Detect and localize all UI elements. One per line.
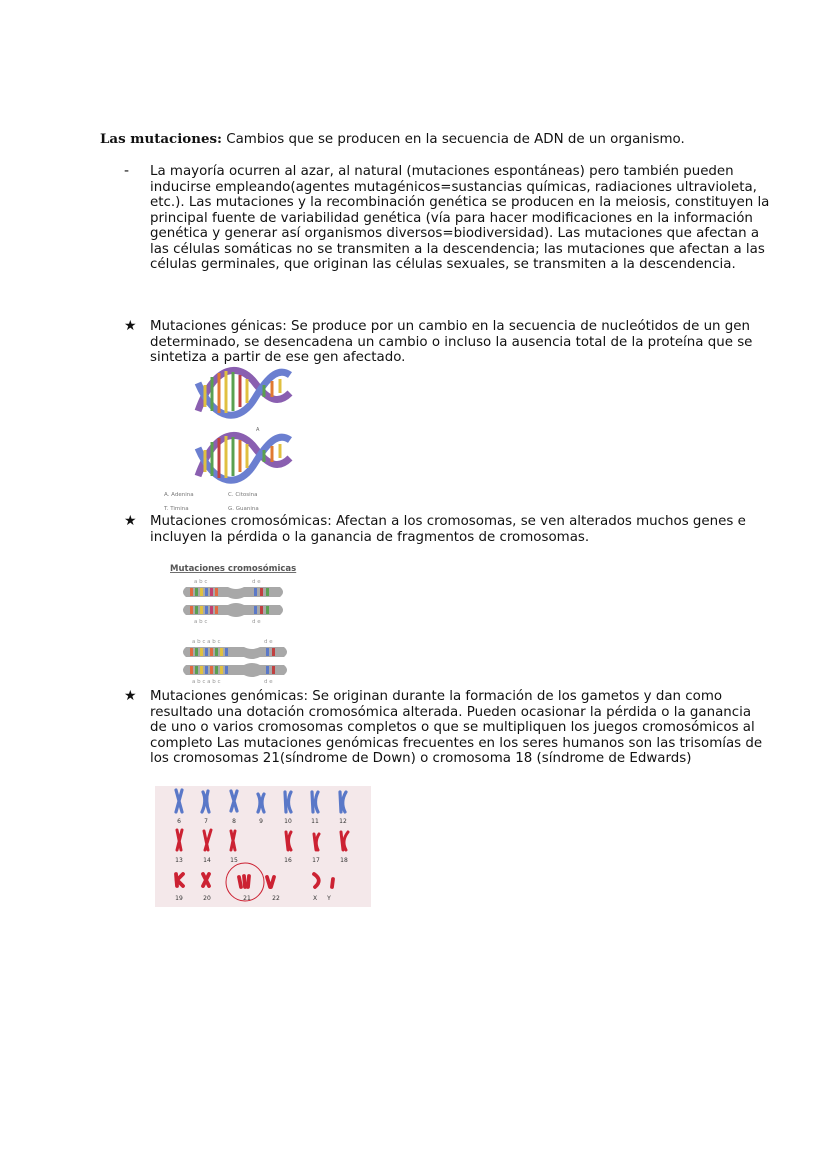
karyotype-figure — [155, 786, 371, 907]
karyo-label-16: 16 — [284, 857, 292, 864]
karyo-label-22: 22 — [272, 895, 280, 902]
dna-helix-bottom — [198, 435, 290, 480]
karyo-label-15: 15 — [230, 857, 238, 864]
genomicas-paragraph: Mutaciones genómicas: Se originan durante la formación de los gametos y dan como resultado una dotación cromosómica alterada. Pueden ocasionar la pérdida o la ganancia de uno o varios cromosomas completos o que se multipliquen los juegos cromosómicos al completo Las mutaciones genómicas frecuentes en los seres humanos son las trisomías de los cromosomas 21(síndrome de Down) o cromosoma 18 (síndrome de Edwards) — [150, 689, 763, 766]
karyo-label-14: 14 — [203, 857, 211, 864]
chromosome-figure — [168, 561, 308, 685]
karyo-label-11: 11 — [311, 818, 319, 825]
karyo-label-10: 10 — [284, 818, 292, 825]
star-bullet-cromosomicas: ★ — [124, 513, 137, 529]
dna-figure — [160, 363, 300, 515]
chrom-labels-2 — [192, 639, 273, 685]
karyo-label-20: 20 — [203, 895, 211, 902]
karyo-label-19: 19 — [175, 895, 183, 902]
chrom2-bottom-right: d e — [264, 679, 273, 685]
karyo-label-9: 9 — [259, 818, 263, 825]
dna-legend-timina: T. Timina — [164, 506, 189, 512]
chromosome-pair-1 — [183, 587, 283, 617]
chrom2-top-right: d e — [264, 639, 273, 645]
karyo-label-y: Y — [327, 895, 331, 902]
dna-legend-citosina: C. Citosina — [228, 492, 258, 498]
chrom-labels-1 — [194, 579, 261, 625]
heading-line — [100, 131, 800, 148]
cromosomicas-paragraph: Mutaciones cromosómicas: Afectan a los cromosomas, se ven alterados muchos genes e incluyen la pérdida o la ganancia de fragmentos de cromosomas. — [150, 514, 746, 545]
karyo-label-x: X — [312, 895, 318, 902]
karyo-label-21: 21 — [243, 895, 251, 902]
dash-bullet: - — [124, 163, 130, 179]
chrom2-top-left: a b c a b c — [192, 639, 221, 645]
dna-helix-top — [198, 370, 290, 415]
chrom1-bottom-right: d e — [252, 619, 261, 625]
heading-text: Cambios que se producen en la secuencia de ADN de un organismo. — [221, 132, 685, 147]
chromosome-pair-2 — [183, 647, 287, 677]
chrom1-top-left: a b c — [194, 579, 208, 585]
karyo-label-17: 17 — [312, 857, 320, 864]
karyo-label-12: 12 — [339, 818, 347, 825]
heading-bold: Las mutaciones: — [100, 131, 222, 147]
karyo-label-7: 7 — [204, 818, 208, 825]
chrom1-top-right: d e — [252, 579, 261, 585]
chrom1-bottom-left: a b c — [194, 619, 208, 625]
chrom2-bottom-left: a b c a b c — [192, 679, 221, 685]
dna-legend — [163, 492, 259, 512]
intro-paragraph: La mayoría ocurren al azar, al natural (mutaciones espontáneas) pero también pueden inducirse empleando(agentes mutagénicos=sustancias químicas, radiaciones ultravioleta, etc.). Las mutaciones y la recombinación genética se producen en la meiosis, constituyen la principal fuente de variabilidad genética (vía para hacer modificaciones en la información genética y generar así organismos diversos=biodiversidad). Las mutaciones que afectan a las células somáticas no se transmiten a la descendencia; las mutaciones que afectan a las células germinales, que originan las células sexuales, se transmiten a la descendencia. — [150, 164, 770, 272]
genicas-paragraph: Mutaciones génicas: Se produce por un cambio en la secuencia de nucleótidos de un gen determinado, se desencadena un cambio o incluso la ausencia total de la proteína que se sintetiza a partir de ese gen afectado. — [150, 319, 753, 365]
karyo-label-18: 18 — [340, 857, 348, 864]
star-bullet-genicas: ★ — [124, 318, 137, 334]
dna-legend-guanina: G. Guanina — [228, 506, 259, 512]
karyo-label-6: 6 — [177, 818, 181, 825]
star-bullet-genomicas: ★ — [124, 688, 137, 704]
dna-mark-letter: A — [256, 427, 260, 433]
karyo-label-13: 13 — [175, 857, 183, 864]
karyo-label-8: 8 — [232, 818, 236, 825]
chromosome-figure-title: Mutaciones cromosómicas — [170, 564, 297, 574]
dna-legend-adenina: A. Adenina — [164, 492, 194, 498]
